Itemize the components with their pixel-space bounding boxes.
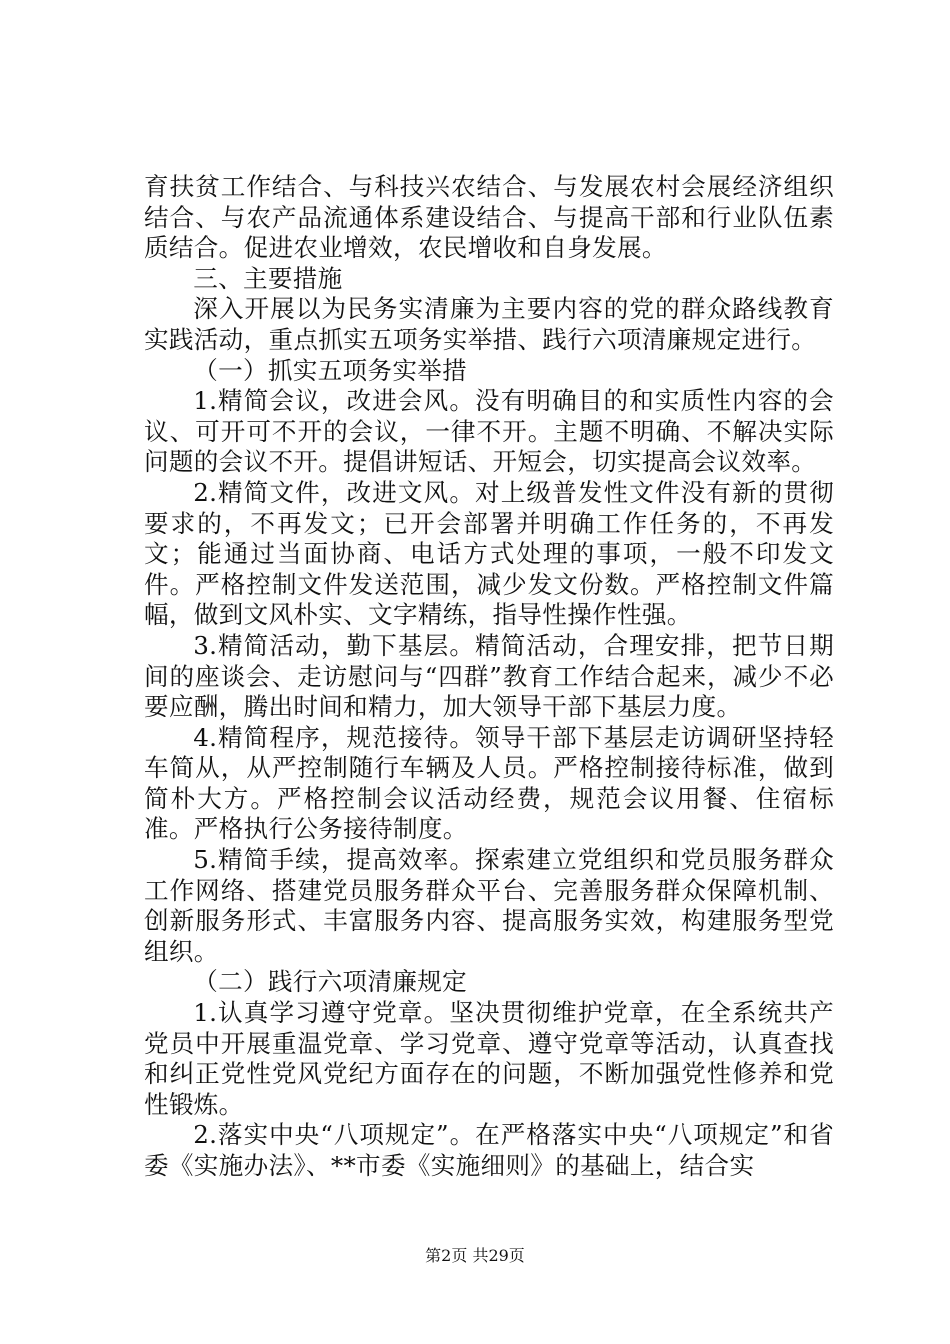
list-item-activities: 3.精简活动，勤下基层。精简活动，合理安排，把节日期间的座谈会、走访慰问与“四群”教育工作结合起来，减少不必要应酬，腾出时间和精力，加大领导干部下基层力度。 <box>144 630 834 722</box>
list-item-meetings: 1.精简会议，改进会风。没有明确目的和实质性内容的会议、可开可不开的会议，一律不开。主题不明确、不解决实际问题的会议不开。提倡讲短话、开短会，切实提高会议效率。 <box>144 386 834 477</box>
page-footer <box>0 1246 950 1266</box>
list-item-party-constitution: 1.认真学习遵守党章。坚决贯彻维护党章，在全系统共产党员中开展重温党章、学习党章、遵守党章等活动，认真查找和纠正党性党风党纪方面存在的问题，不断加强党性修养和党性锻炼。 <box>144 998 834 1119</box>
document-body <box>144 172 834 1182</box>
section-heading-main-measures: 三、主要措施 <box>193 263 343 293</box>
paragraph-intro: 深入开展以为民务实清廉为主要内容的党的群众路线教育实践活动，重点抓实五项务实举措、践行六项清廉规定进行。 <box>144 294 834 354</box>
list-item-documents: 2.精简文件，改进文风。对上级普发性文件没有新的贯彻要求的，不再发文；已开会部署并明确工作任务的，不再发文；能通过当面协商、电话方式处理的事项，一般不印发文件。严格控制文件发送范围，减少发文份数。严格控制文件篇幅，做到文风朴实、文字精练，指导性操作性强。 <box>144 477 834 630</box>
subsection-heading-five-measures: （一）抓实五项务实举措 <box>193 355 468 385</box>
list-item-procedures: 5.精简手续，提高效率。探索建立党组织和党员服务群众工作网络、搭建党员服务群众平台、完善服务群众保障机制、创新服务形式、丰富服务内容、提高服务实效，构建服务型党组织。 <box>144 845 834 966</box>
subsection-heading-six-rules: （二）践行六项清廉规定 <box>193 967 468 997</box>
list-item-reception: 4.精简程序，规范接待。领导干部下基层走访调研坚持轻车简从，从严控制随行车辆及人员。严格控制接待标准，做到简朴大方。严格控制会议活动经费，规范会议用餐、住宿标准。严格执行公务接待制度。 <box>144 722 834 844</box>
list-item-eight-rules: 2.落实中央“八项规定”。在严格落实中央“八项规定”和省委《实施办法》、**市委《实施细则》的基础上，结合实 <box>144 1120 834 1180</box>
page-number: 第2页 共29页 <box>425 1246 525 1265</box>
paragraph-continuation: 育扶贫工作结合、与科技兴农结合、与发展农村会展经济组织结合、与农产品流通体系建设结合、与提高干部和行业队伍素质结合。促进农业增效，农民增收和自身发展。 <box>144 172 834 263</box>
